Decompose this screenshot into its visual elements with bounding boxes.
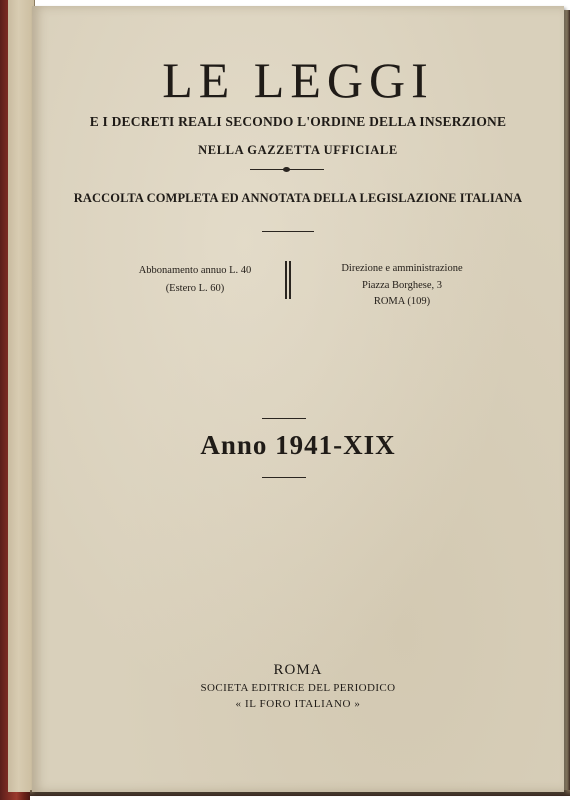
subscription-abroad: (Estero L. 60)	[165, 283, 225, 294]
ornament-dot	[283, 167, 290, 172]
imprint-periodical: « IL FORO ITALIANO »	[235, 698, 361, 710]
administration-line-3: ROMA (109)	[373, 296, 431, 307]
double-rule-left	[285, 261, 287, 299]
administration-line-2: Piazza Borghese, 3	[362, 280, 442, 291]
subtitle-line-2: NELLA GAZZETTA UFFICIALE	[198, 143, 398, 157]
divider-rule-above-year	[262, 418, 306, 419]
imprint-city: ROMA	[273, 662, 323, 678]
page-title: LE LEGGI	[162, 52, 434, 108]
book-flyleaf-edge	[8, 0, 35, 792]
divider-rule-top	[262, 231, 314, 232]
administration-line-1: Direzione e amministrazione	[341, 263, 463, 274]
collection-note: RACCOLTA COMPLETA ED ANNOTATA DELLA LEGISLAZIONE ITALIANA	[73, 191, 523, 205]
divider-rule-below-year	[262, 477, 306, 478]
double-rule-right	[289, 261, 291, 299]
ornament-divider	[250, 168, 324, 172]
subscription-annual: Abbonamento annuo L. 40	[138, 265, 252, 276]
subtitle-line-1: E I DECRETI REALI SECONDO L'ORDINE DELLA INSERZIONE	[89, 114, 507, 129]
year-heading: Anno 1941-XIX	[200, 430, 396, 460]
imprint-publisher: SOCIETA EDITRICE DEL PERIODICO	[200, 682, 396, 694]
